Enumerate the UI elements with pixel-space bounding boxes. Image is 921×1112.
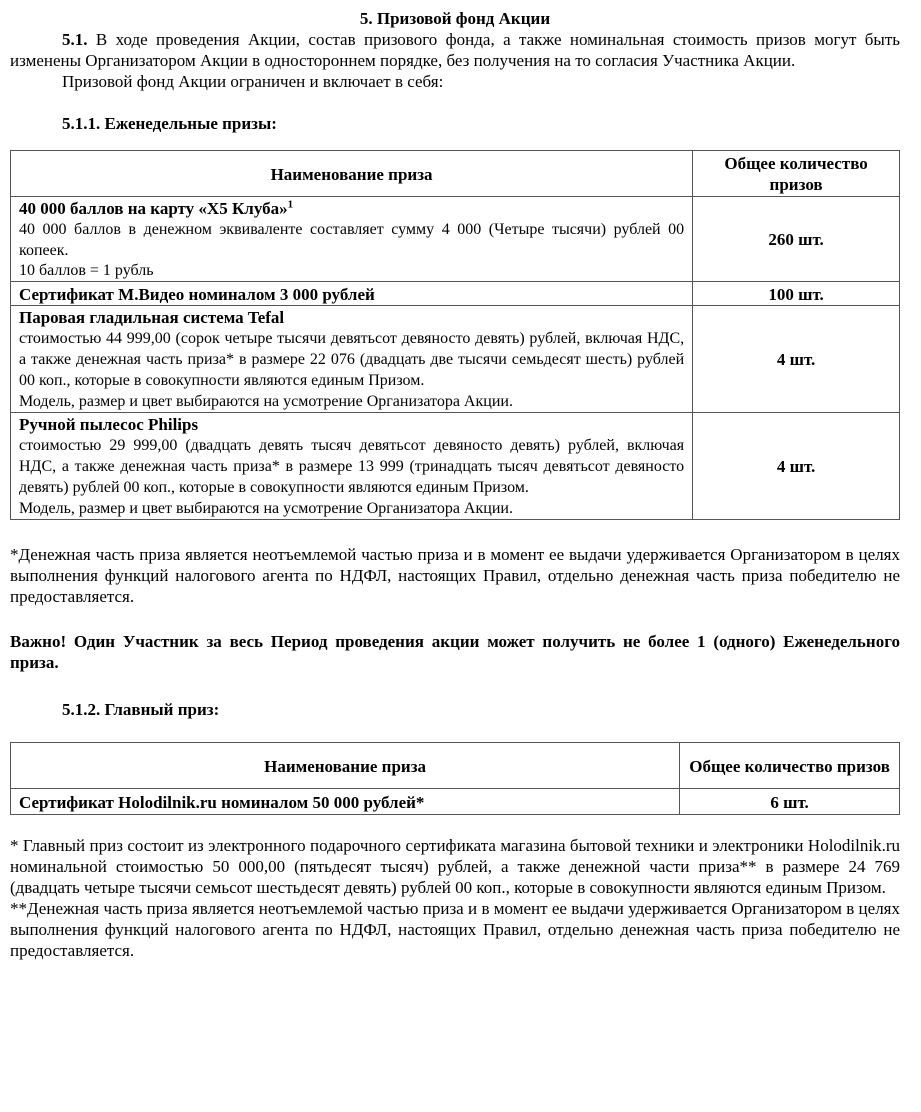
prize-fund-intro: Призовой фонд Акции ограничен и включает в себя: [62,72,444,91]
header-prize-count: Общее количество призов [693,151,900,197]
main-prize-note: * Главный приз состоит из электронного подарочного сертификата магазина бытовой техники и электроники Holodilnik.ru номинальной стоимостью 50 000,00 (пятьдесят тысяч) рублей, а также денежной части приза** в размере 24 769 (двадцать четыре тысячи семьсот шестьдесят девять) рублей 00 коп., которые в совокупности являются единым Призом. [10,836,900,897]
important-note: Важно! Один Участник за весь Период проведения акции может получить не более 1 (одного) Еженедельного приза. [10,632,900,672]
prize-quantity: 4 шт. [693,306,900,413]
prize-description: стоимостью 44 999,00 (сорок четыре тысячи девятьсот девяносто девять) рублей, включая НДС, а также денежная часть приза* в размере 22 076 (двадцать две тысячи семьдесят шесть) рублей 00 коп., которые в совокупности являются единым Призом. [19,330,685,389]
prize-cell [11,413,693,520]
paragraph-text: В ходе проведения Акции, состав призового фонда, а также номинальная стоимость призов могут быть изменены Организатором Акции в одностороннем порядке, без получения на то согласия Участника Акции. [10,30,900,70]
prize-quantity: 4 шт. [693,413,900,520]
main-cash-part-note: **Денежная часть приза является неотъемлемой частью приза и в момент ее выдачи удерживается Организатором в целях выполнения функций налогового агента по НДФЛ, настоящих Правил, отдельно денежная часть приза победителю не предоставляется. [10,899,900,960]
header-prize-name: Наименование приза [11,743,680,789]
prize-cell [11,789,680,815]
cash-part-note: *Денежная часть приза является неотъемлемой частью приза и в момент ее выдачи удерживается Организатором в целях выполнения функций налогового агента по НДФЛ, настоящих Правил, отдельно денежная часть приза победителю не предоставляется. [10,545,900,606]
table-header-row [11,151,900,197]
footnote-mark: 1 [287,198,294,211]
prize-quantity: 6 шт. [680,789,900,815]
prize-quantity: 260 шт. [693,197,900,282]
table-row [11,413,900,520]
prize-note: Модель, размер и цвет выбираются на усмотрение Организатора Акции. [19,500,513,517]
prize-description: 40 000 баллов в денежном эквиваленте составляет сумму 4 000 (Четыре тысячи) рублей 00 копеек. [19,221,685,259]
prize-title: Ручной пылесос Philips [19,415,199,434]
header-prize-name: Наименование приза [11,151,693,197]
table-row [11,306,900,413]
weekly-prizes-table [10,150,900,520]
paragraph-5-1 [10,29,900,71]
table-row [11,197,900,282]
prize-quantity: 100 шт. [693,282,900,306]
prize-description: стоимостью 29 999,00 (двадцать девять тысяч девятьсот девяносто девять) рублей, включая НДС, а также денежная часть приза* в размере 13 999 (тринадцать тысяч девятьсот девяносто девять) рублей 00 коп., которые в совокупности являются единым Призом. [19,437,685,496]
prize-note: Модель, размер и цвет выбираются на усмотрение Организатора Акции. [19,393,513,410]
main-prize-table [10,742,900,815]
prize-cell [11,197,693,282]
prize-rate: 10 баллов = 1 рубль [19,262,154,279]
prize-cell [11,306,693,413]
paragraph-number: 5.1. [62,30,88,49]
prize-cell [11,282,693,306]
table-row [11,789,900,815]
header-prize-count: Общее количество призов [680,743,900,789]
document-page [10,8,900,961]
weekly-prizes-heading: 5.1.1. Еженедельные призы: [62,114,277,133]
section-title: 5. Призовой фонд Акции [359,9,551,28]
table-header-row [11,743,900,789]
prize-title: Паровая гладильная система Tefal [19,308,285,327]
table-row [11,282,900,306]
prize-title: Сертификат Holodilnik.ru номиналом 50 000 рублей* [19,792,425,812]
main-prize-heading: 5.1.2. Главный приз: [62,700,220,719]
prize-title: 40 000 баллов на карту «Х5 Клуба»$^1$ [19,198,294,218]
prize-title: Сертификат М.Видео номиналом 3 000 рублей [19,284,375,304]
